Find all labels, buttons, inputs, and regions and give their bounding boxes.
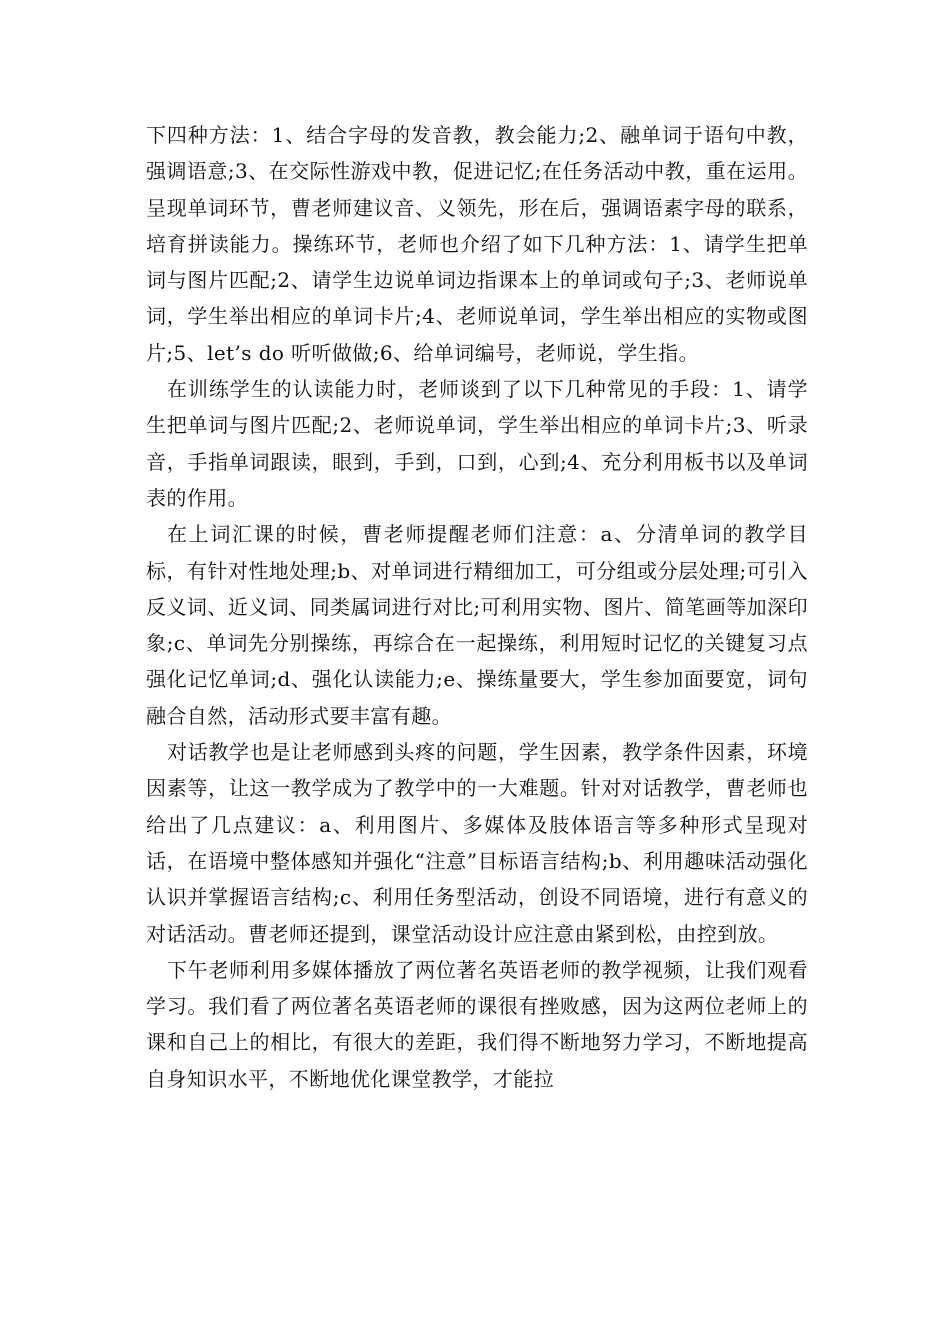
paragraph-methods: 下四种方法：1、结合字母的发音教，教会能力;2、融单词于语句中教，强调语意;3、在交际性游戏中教，促进记忆;在任务活动中教，重在运用。呈现单词环节，曹老师建议音、义领先，形在后，强调语素字母的联系，培育拼读能力。操练环节，老师也介绍了如下几种方法：1、请学生把单词与图片匹配;2、请学生边说单词边指课本上的单词或句子;3、老师说单词，学生举出相应的单词卡片;4、老师说单词，学生举出相应的实物或图片;5、let’s do 听听做做;6、给单词编号，老师说，学生指。 (146, 123, 808, 365)
paragraph-afternoon-video: 下午老师利用多媒体播放了两位著名英语老师的教学视频，让我们观看学习。我们看了两位著名英语老师的课很有挫败感，因为这两位老师上的课和自己上的相比，有很大的差距，我们得不断地努力学习，不断地提高自身知识水平，不断地优化课堂教学，才能拉 (146, 957, 808, 1091)
paragraph-vocabulary-lesson: 在上词汇课的时候，曹老师提醒老师们注意：a、分清单词的教学目标，有针对性地处理;b、对单词进行精细加工，可分组或分层处理;可引入反义词、近义词、同类属词进行对比;可利用实物、图片、简笔画等加深印象;c、单词先分别操练，再综合在一起操练，利用短时记忆的关键复习点强化记忆单词;d、强化认读能力;e、操练量要大，学生参加面要宽，词句融合自然，活动形式要丰富有趣。 (146, 522, 808, 728)
document-body (146, 117, 808, 1097)
paragraph-dialogue-teaching: 对话教学也是让老师感到头疼的问题，学生因素，教学条件因素，环境因素等，让这一教学成为了教学中的一大难题。针对对话教学，曹老师也给出了几点建议：a、利用图片、多媒体及肢体语言等多种形式呈现对话，在语境中整体感知并强化“注意”目标语言结构;b、利用趣味活动强化认识并掌握语言结构;c、利用任务型活动，创设不同语境，进行有意义的对话活动。曹老师还提到，课堂活动设计应注意由紧到松，由控到放。 (146, 740, 808, 946)
paragraph-reading-ability: 在训练学生的认读能力时，老师谈到了以下几种常见的手段：1、请学生把单词与图片匹配;2、老师说单词，学生举出相应的单词卡片;3、听录音，手指单词跟读，眼到，手到，口到，心到;4、充分利用板书以及单词表的作用。 (146, 377, 808, 510)
